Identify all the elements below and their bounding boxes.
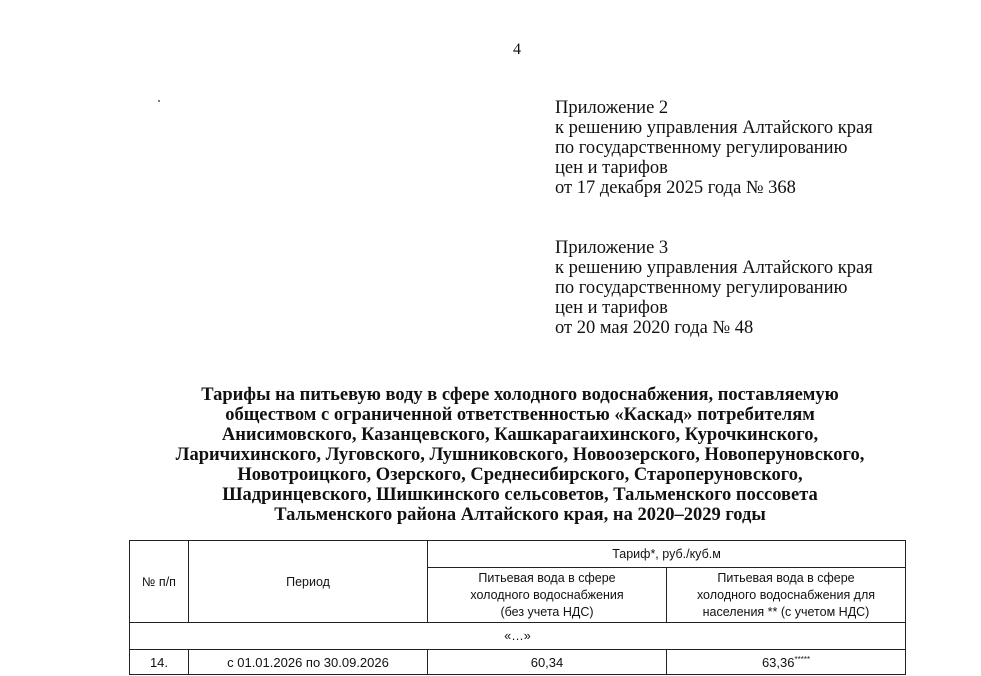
title-line: обществом с ограниченной ответственностью «Каскад» потребителям [225,405,815,425]
title-line: Шадринцевского, Шишкинского сельсоветов, Тальменского поссовета [222,485,818,505]
header-without-vat-line: холодного водоснабжения [470,587,624,602]
appendix-3-line: по государственному регулированию [555,278,848,298]
row-with-vat: 63,36 [761,654,795,670]
header-without-vat-line: (без учета НДС) [500,604,594,619]
ellipsis-cell: «…» [130,623,906,650]
header-tariff: Тариф*, руб./куб.м [428,541,906,568]
appendix-2-line: цен и тарифов [555,158,668,178]
header-without-vat [428,568,667,623]
row-with-vat-cell [667,650,906,675]
title-line: Анисимовского, Казанцевского, Кашкарагаихинского, Курочкинского, [221,425,819,445]
stray-dot [158,100,160,102]
ellipsis-row [130,623,906,650]
header-without-vat-line: Питьевая вода в сфере [478,570,616,585]
row-period: с 01.01.2026 по 30.09.2026 [189,650,428,675]
row-without-vat: 60,34 [428,650,667,675]
page-number: 4 [513,41,521,58]
title-line: Ларичихинского, Луговского, Лушниковского, Новоозерского, Новоперуновского, [175,445,865,465]
appendix-3-line: к решению управления Алтайского края [555,258,873,278]
table-row [130,650,906,675]
appendix-3-line: от 20 мая 2020 года № 48 [555,318,754,338]
tariff-table [129,540,906,675]
appendix-2-line: по государственному регулированию [555,138,848,158]
row-num: 14. [130,650,189,675]
appendix-2-line: к решению управления Алтайского края [555,118,873,138]
title-line: Новотроицкого, Озерского, Среднесибирского, Староперуновского, [237,465,803,485]
footnote-mark: ***** [794,654,811,664]
appendix-2-line: от 17 декабря 2025 года № 368 [555,178,796,198]
appendix-2-header [555,98,873,198]
header-period: Период [189,541,428,623]
appendix-3-line: Приложение 3 [555,238,669,258]
appendix-2-line: Приложение 2 [555,98,669,118]
appendix-3-line: цен и тарифов [555,298,668,318]
header-with-vat-line: холодного водоснабжения для [696,587,876,602]
header-with-vat-line: Питьевая вода в сфере [717,570,855,585]
table-header-row [130,541,906,568]
header-with-vat [667,568,906,623]
appendix-3-header [555,238,873,338]
header-with-vat-line: населения ** (с учетом НДС) [702,604,870,619]
title-line: Тарифы на питьевую воду в сфере холодного водоснабжения, поставляемую [201,385,839,405]
document-title [110,385,930,525]
title-line: Тальменского района Алтайского края, на 2020–2029 годы [274,505,766,525]
header-num: № п/п [130,541,189,623]
